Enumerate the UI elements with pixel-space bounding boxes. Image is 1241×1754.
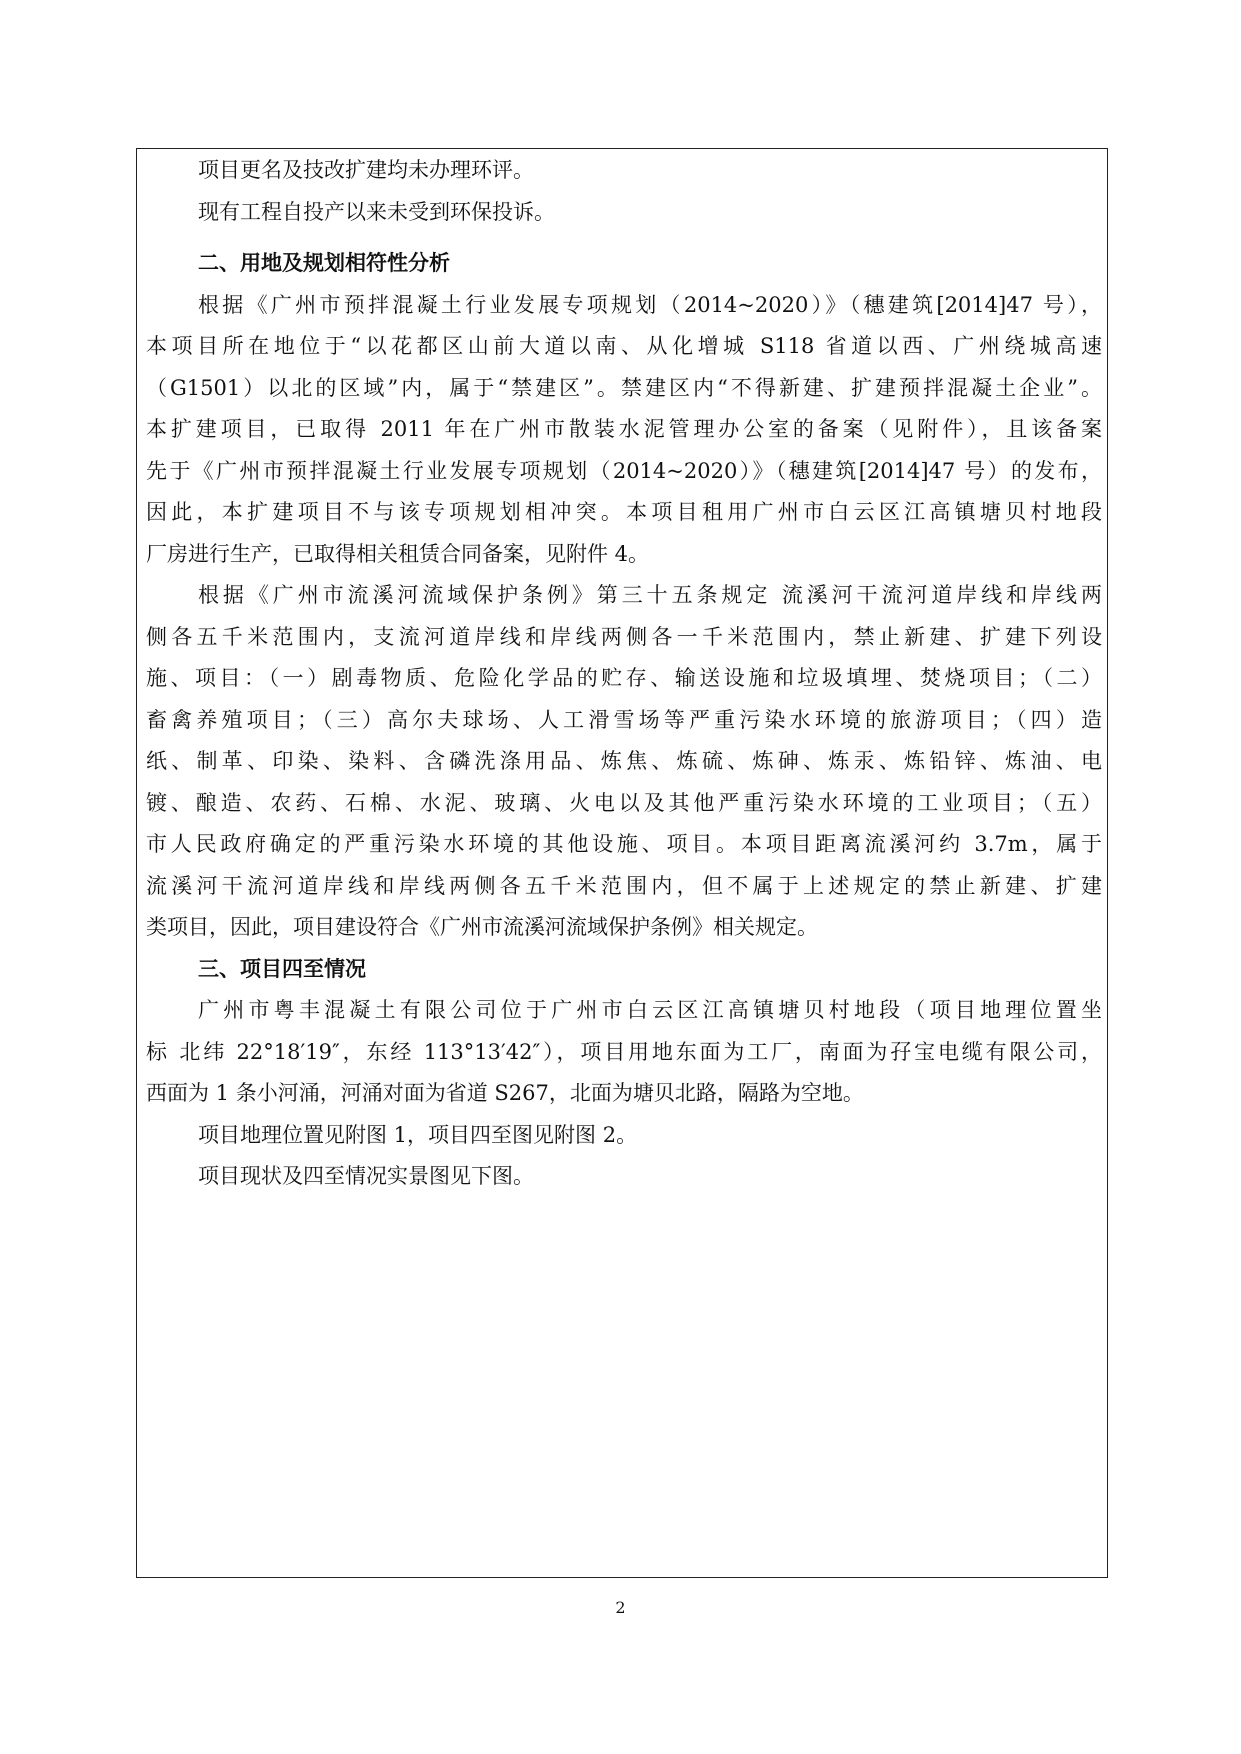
page-number: 2 [615, 1598, 626, 1617]
paragraph-line: 西面为 1 条小河涌，河涌对面为省道 S267，北面为塘贝北路，隔路为空地。 [146, 1081, 864, 1105]
paragraph-line: 施、项目：（一）剧毒物质、危险化学品的贮存、输送设施和垃圾填埋、焚烧项目；（二） [146, 666, 1102, 690]
paragraph-line: 根据《广州市预拌混凝土行业发展专项规划（2014~2020）》（穗建筑[2014]47 号）， [198, 292, 1102, 317]
paragraph-line: 厂房进行生产，已取得相关租赁合同备案，见附件 4。 [146, 541, 650, 566]
paragraph-line: 标 北纬 22°18′19″，东经 113°13′42″），项目用地东面为工厂，南面为孖宝电缆有限公司， [146, 1039, 1102, 1064]
paragraph-line: 侧各五千米范围内，支流河道岸线和岸线两侧各一千米范围内，禁止新建、扩建下列设 [146, 624, 1102, 649]
paragraph-line: 类项目，因此，项目建设符合《广州市流溪河流域保护条例》相关规定。 [146, 915, 818, 939]
paragraph-line: 本项目所在地位于“以花都区山前大道以南、从化增城 S118 省道以西、广州绕城高速 [146, 334, 1102, 358]
paragraph-line: 项目现状及四至情况实景图见下图。 [198, 1164, 534, 1188]
paragraph-line: 先于《广州市预拌混凝土行业发展专项规划（2014~2020）》（穗建筑[2014]47 号）的发布， [146, 458, 1102, 483]
paragraph-line: 广州市粤丰混凝土有限公司位于广州市白云区江高镇塘贝村地段（项目地理位置坐 [198, 998, 1102, 1022]
paragraph-line: 项目更名及技改扩建均未办理环评。 [198, 158, 534, 182]
section-heading: 三、项目四至情况 [198, 956, 366, 981]
paragraph-line: 镀、酿造、农药、石棉、水泥、玻璃、火电以及其他严重污染水环境的工业项目；（五） [146, 790, 1102, 815]
paragraph-line: 纸、制革、印染、染料、含磷洗涤用品、炼焦、炼硫、炼砷、炼汞、炼铅锌、炼油、电 [146, 749, 1102, 773]
paragraph-line: 根据《广州市流溪河流域保护条例》第三十五条规定 流溪河干流河道岸线和岸线两 [198, 583, 1102, 607]
paragraph-line: 本扩建项目，已取得 2011 年在广州市散装水泥管理办公室的备案（见附件），且该备案 [146, 417, 1102, 441]
paragraph-line: 流溪河干流河道岸线和岸线两侧各五千米范围内，但不属于上述规定的禁止新建、扩建 [146, 873, 1102, 898]
paragraph-line: 现有工程自投产以来未受到环保投诉。 [198, 199, 555, 224]
paragraph-line: （G1501）以北的区域”内，属于“禁建区”。禁建区内“不得新建、扩建预拌混凝土企业”。 [146, 375, 1102, 400]
paragraph-line: 因此，本扩建项目不与该专项规划相冲突。本项目租用广州市白云区江高镇塘贝村地段 [146, 500, 1102, 524]
paragraph-line: 市人民政府确定的严重污染水环境的其他设施、项目。本项目距离流溪河约 3.7m，属于 [146, 832, 1102, 856]
paragraph-line: 畜禽养殖项目；（三）高尔夫球场、人工滑雪场等严重污染水环境的旅游项目；（四）造 [146, 707, 1102, 732]
document-body [146, 150, 1102, 1198]
section-heading: 二、用地及规划相符性分析 [198, 251, 450, 275]
paragraph-line: 项目地理位置见附图 1，项目四至图见附图 2。 [198, 1122, 638, 1147]
